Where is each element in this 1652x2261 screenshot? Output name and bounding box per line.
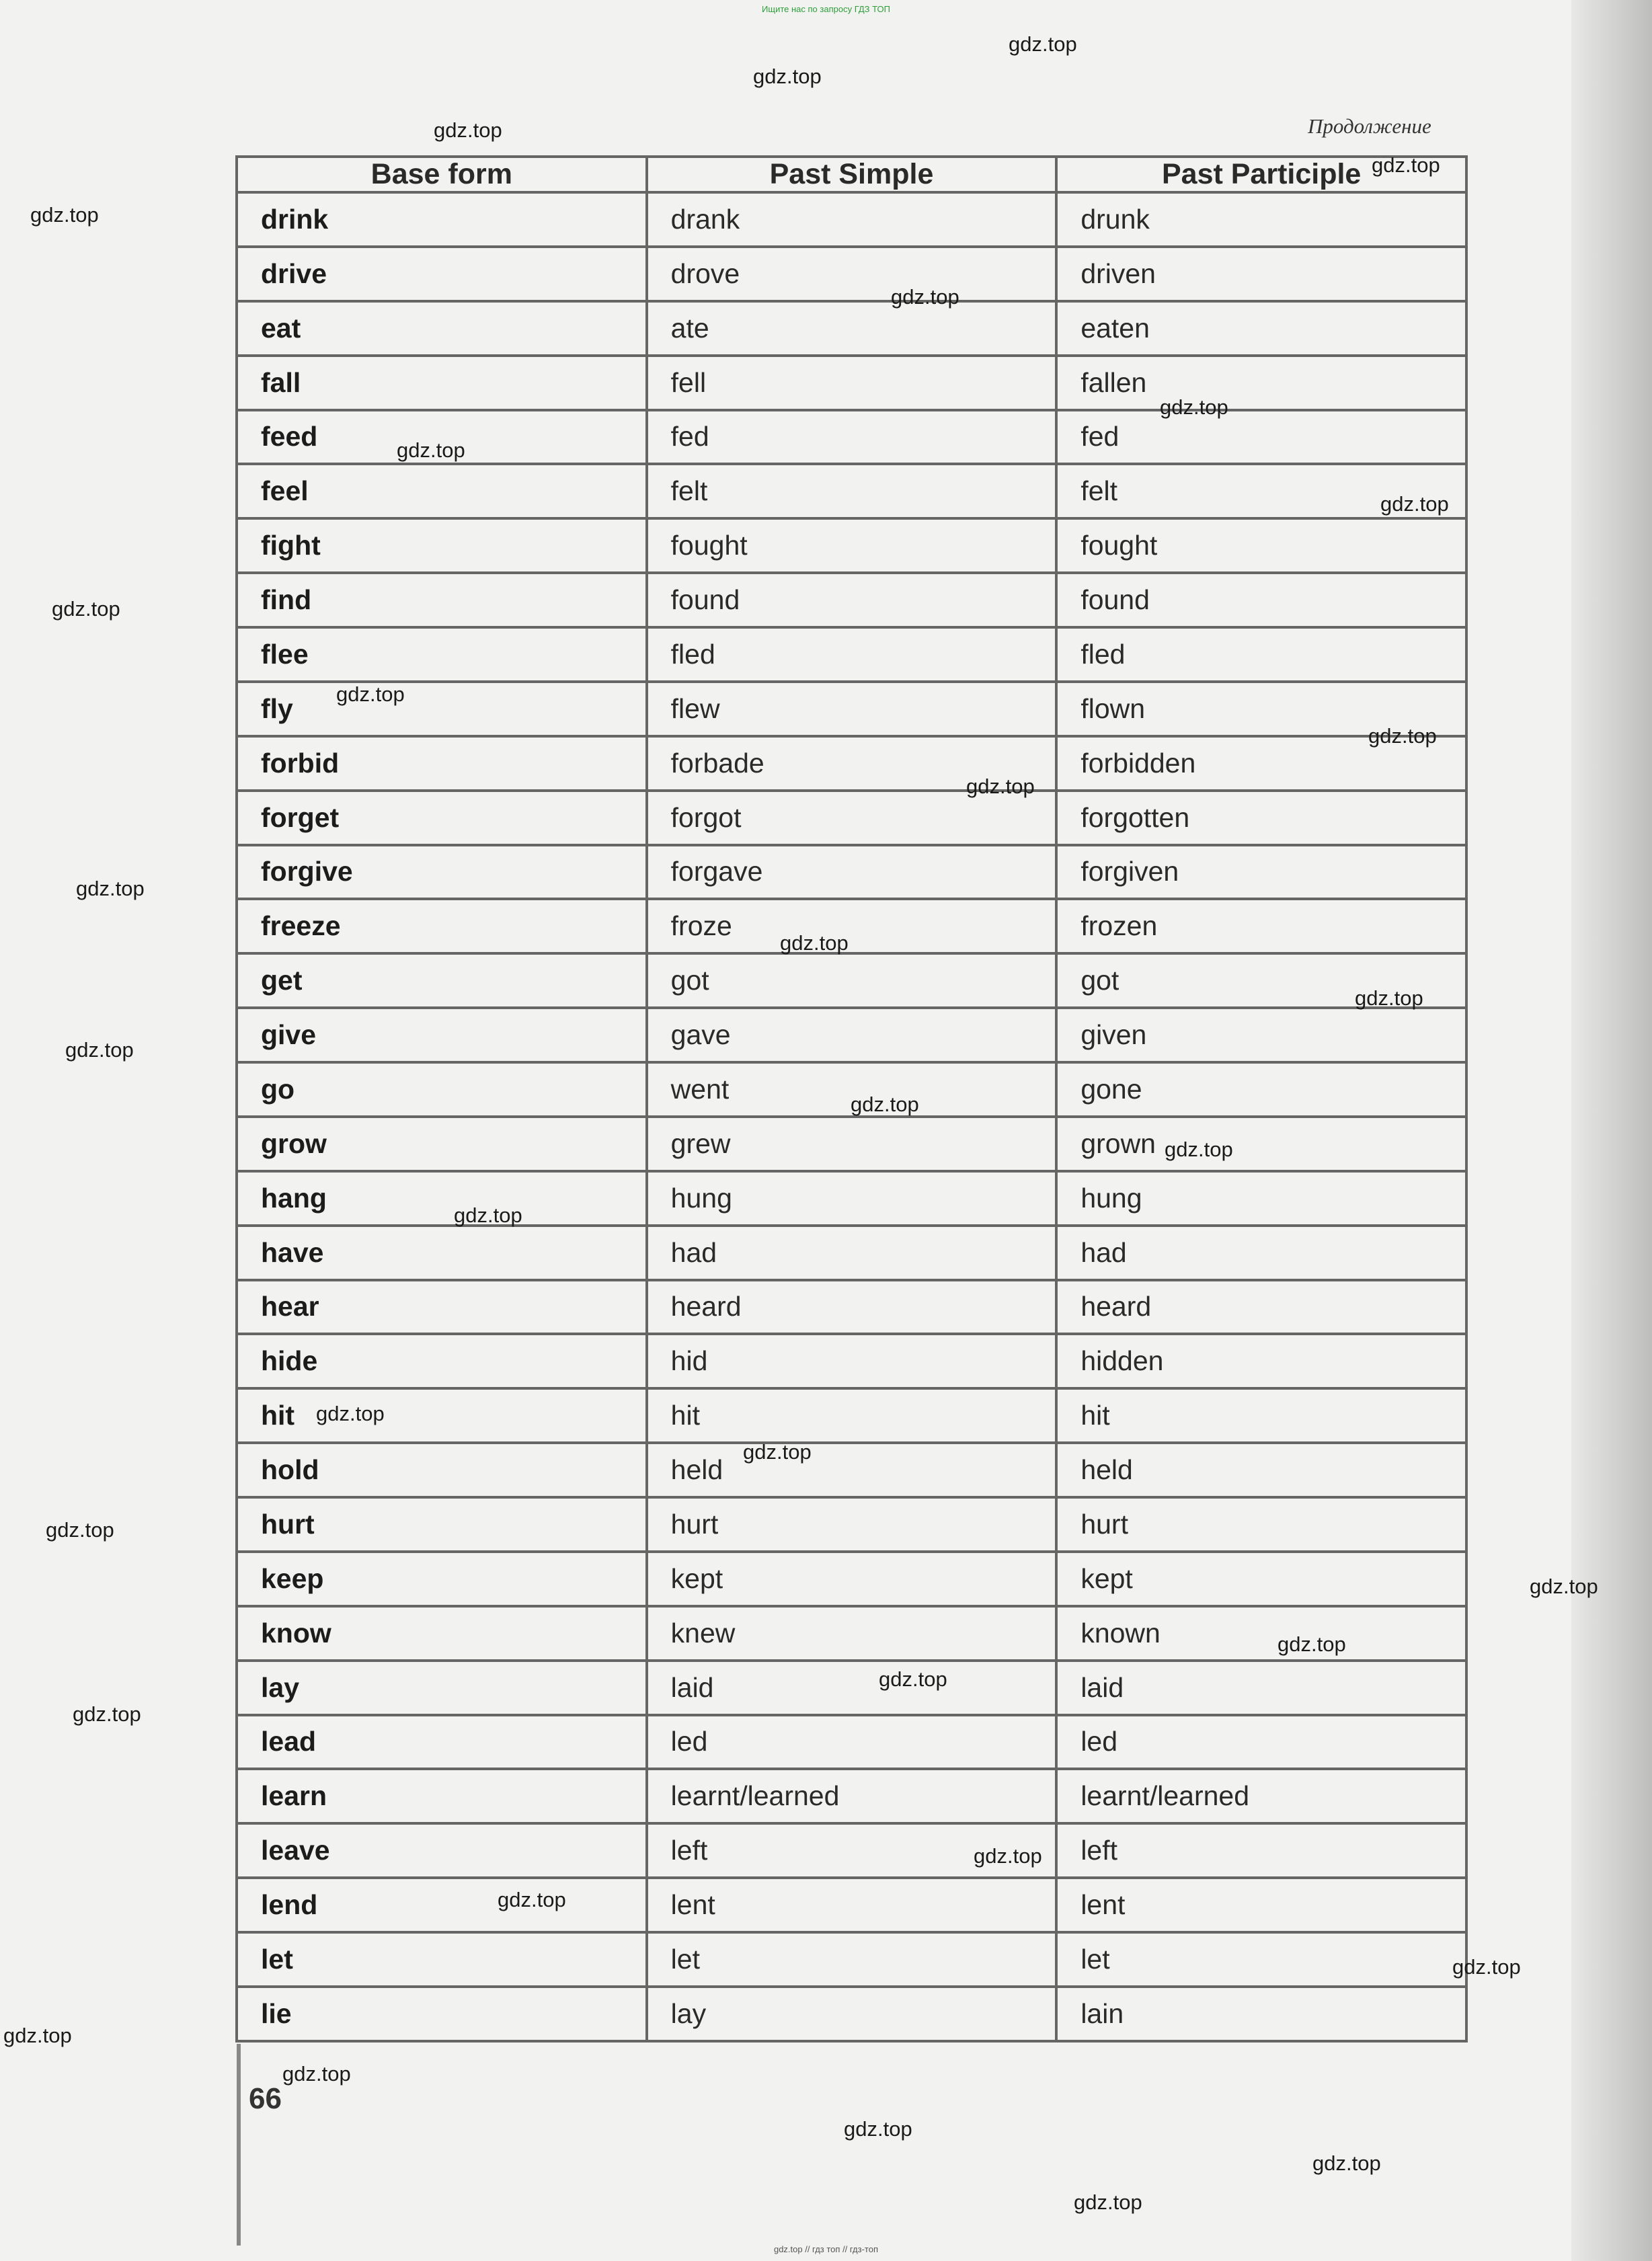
page-margin-line (237, 2044, 241, 2246)
table-row (237, 845, 1466, 900)
watermark-stamp: gdz.top (1009, 32, 1077, 56)
watermark-stamp: gdz.top (1530, 1575, 1598, 1598)
table-row (237, 247, 1466, 301)
past-simple-cell: grew (647, 1117, 1057, 1171)
table-row (237, 1443, 1466, 1497)
base-form-cell: hear (237, 1280, 647, 1335)
watermark-stamp: gdz.top (46, 1518, 114, 1542)
base-form-cell: lead (237, 1715, 647, 1770)
past-participle-cell: felt (1056, 464, 1466, 518)
footer-note: gdz.top // гдз топ // гдз-топ (773, 2244, 879, 2254)
watermark-stamp: gdz.top (30, 203, 99, 227)
base-form-cell: get (237, 953, 647, 1008)
past-participle-cell: frozen (1056, 899, 1466, 953)
past-simple-cell: fought (647, 518, 1057, 573)
table-row (237, 736, 1466, 791)
past-participle-cell: fed (1056, 410, 1466, 465)
past-simple-cell: hurt (647, 1497, 1057, 1552)
base-form-cell: flee (237, 627, 647, 682)
table-row (237, 1226, 1466, 1280)
watermark-stamp: gdz.top (65, 1038, 134, 1062)
page-edge-shadow (1571, 0, 1652, 2261)
watermark-stamp: gdz.top (336, 682, 405, 706)
past-participle-cell: hit (1056, 1388, 1466, 1443)
base-form-cell: give (237, 1008, 647, 1062)
table-body (237, 192, 1466, 2041)
watermark-stamp: gdz.top (454, 1203, 522, 1227)
past-simple-cell: hid (647, 1334, 1057, 1388)
table-row (237, 1171, 1466, 1226)
past-participle-cell: grown (1056, 1117, 1466, 1171)
past-simple-cell: got (647, 953, 1057, 1008)
watermark-stamp: gdz.top (52, 597, 120, 621)
table-row (237, 627, 1466, 682)
past-participle-cell: lent (1056, 1878, 1466, 1932)
past-simple-cell: felt (647, 464, 1057, 518)
column-header-base-form: Base form (237, 157, 647, 192)
continuation-label: Продолжение (1308, 114, 1431, 138)
watermark-stamp: gdz.top (780, 931, 849, 955)
past-participle-cell: fled (1056, 627, 1466, 682)
table-row (237, 192, 1466, 247)
header-note: Ищите нас по запросу ГДЗ ТОП (762, 4, 890, 14)
watermark-stamp: gdz.top (73, 1702, 141, 1726)
base-form-cell: lend (237, 1878, 647, 1932)
past-simple-cell: had (647, 1226, 1057, 1280)
base-form-cell: find (237, 573, 647, 627)
past-participle-cell: hidden (1056, 1334, 1466, 1388)
base-form-cell: grow (237, 1117, 647, 1171)
base-form-cell: drive (237, 247, 647, 301)
past-simple-cell: laid (647, 1661, 1057, 1715)
table-row (237, 1878, 1466, 1932)
past-participle-cell: given (1056, 1008, 1466, 1062)
column-header-past-simple: Past Simple (647, 157, 1057, 192)
past-participle-cell: fought (1056, 518, 1466, 573)
base-form-cell: learn (237, 1769, 647, 1823)
watermark-stamp: gdz.top (743, 1440, 812, 1464)
past-simple-cell: left (647, 1823, 1057, 1878)
past-simple-cell: went (647, 1062, 1057, 1117)
past-participle-cell: let (1056, 1932, 1466, 1987)
table-row (237, 464, 1466, 518)
table-row (237, 1334, 1466, 1388)
past-simple-cell: ate (647, 301, 1057, 356)
watermark-stamp: gdz.top (1368, 724, 1437, 748)
watermark-stamp: gdz.top (753, 65, 822, 88)
past-simple-cell: forgot (647, 791, 1057, 845)
table-row (237, 1769, 1466, 1823)
table-row (237, 1117, 1466, 1171)
watermark-stamp: gdz.top (76, 877, 145, 900)
watermark-stamp: gdz.top (1355, 986, 1423, 1010)
page-number: 66 (249, 2082, 282, 2115)
past-simple-cell: held (647, 1443, 1057, 1497)
past-simple-cell: froze (647, 899, 1057, 953)
base-form-cell: hurt (237, 1497, 647, 1552)
base-form-cell: freeze (237, 899, 647, 953)
table-row (237, 682, 1466, 736)
past-participle-cell: forgotten (1056, 791, 1466, 845)
past-participle-cell: found (1056, 573, 1466, 627)
table-row (237, 1987, 1466, 2041)
past-simple-cell: gave (647, 1008, 1057, 1062)
past-simple-cell: heard (647, 1280, 1057, 1335)
past-simple-cell: lay (647, 1987, 1057, 2041)
past-simple-cell: hit (647, 1388, 1057, 1443)
past-participle-cell: left (1056, 1823, 1466, 1878)
base-form-cell: let (237, 1932, 647, 1987)
base-form-cell: eat (237, 301, 647, 356)
base-form-cell: fly (237, 682, 647, 736)
past-participle-cell: drunk (1056, 192, 1466, 247)
watermark-stamp: gdz.top (1372, 153, 1440, 177)
table-row (237, 573, 1466, 627)
past-simple-cell: learnt/learned (647, 1769, 1057, 1823)
past-participle-cell: held (1056, 1443, 1466, 1497)
table-header-row (237, 157, 1466, 192)
watermark-stamp: gdz.top (891, 285, 959, 309)
base-form-cell: have (237, 1226, 647, 1280)
past-participle-cell: forgiven (1056, 845, 1466, 900)
watermark-stamp: gdz.top (498, 1888, 566, 1911)
watermark-stamp: gdz.top (397, 438, 465, 462)
watermark-stamp: gdz.top (1312, 2151, 1381, 2175)
past-simple-cell: fell (647, 356, 1057, 410)
past-simple-cell: fed (647, 410, 1057, 465)
base-form-cell: hit (237, 1388, 647, 1443)
base-form-cell: hang (237, 1171, 647, 1226)
past-simple-cell: drank (647, 192, 1057, 247)
base-form-cell: lay (237, 1661, 647, 1715)
base-form-cell: leave (237, 1823, 647, 1878)
past-participle-cell: lain (1056, 1987, 1466, 2041)
table-row (237, 1008, 1466, 1062)
base-form-cell: hold (237, 1443, 647, 1497)
watermark-stamp: gdz.top (3, 2024, 72, 2047)
past-simple-cell: led (647, 1715, 1057, 1770)
base-form-cell: lie (237, 1987, 647, 2041)
past-participle-cell: forbidden (1056, 736, 1466, 791)
table-row (237, 1280, 1466, 1335)
past-participle-cell: led (1056, 1715, 1466, 1770)
base-form-cell: keep (237, 1552, 647, 1606)
past-participle-cell: heard (1056, 1280, 1466, 1335)
table-row (237, 356, 1466, 410)
past-participle-cell: had (1056, 1226, 1466, 1280)
table-row (237, 899, 1466, 953)
base-form-cell: fall (237, 356, 647, 410)
watermark-stamp: gdz.top (316, 1402, 385, 1425)
table-row (237, 301, 1466, 356)
table-row (237, 1715, 1466, 1770)
table-row (237, 953, 1466, 1008)
column-header-past-participle: Past Participle (1056, 157, 1466, 192)
past-participle-cell: learnt/learned (1056, 1769, 1466, 1823)
base-form-cell: know (237, 1606, 647, 1661)
table-row (237, 1932, 1466, 1987)
past-simple-cell: knew (647, 1606, 1057, 1661)
past-simple-cell: let (647, 1932, 1057, 1987)
table-row (237, 1552, 1466, 1606)
base-form-cell: forgive (237, 845, 647, 900)
watermark-stamp: gdz.top (1165, 1138, 1233, 1161)
base-form-cell: forget (237, 791, 647, 845)
past-simple-cell: kept (647, 1552, 1057, 1606)
past-participle-cell: got (1056, 953, 1466, 1008)
watermark-stamp: gdz.top (879, 1667, 947, 1691)
past-participle-cell: fallen (1056, 356, 1466, 410)
past-participle-cell: eaten (1056, 301, 1466, 356)
base-form-cell: hide (237, 1334, 647, 1388)
past-participle-cell: hung (1056, 1171, 1466, 1226)
past-participle-cell: kept (1056, 1552, 1466, 1606)
watermark-stamp: gdz.top (1074, 2190, 1142, 2214)
past-simple-cell: drove (647, 247, 1057, 301)
base-form-cell: feed (237, 410, 647, 465)
watermark-stamp: gdz.top (851, 1093, 919, 1116)
past-participle-cell: laid (1056, 1661, 1466, 1715)
base-form-cell: feel (237, 464, 647, 518)
watermark-stamp: gdz.top (282, 2062, 351, 2086)
table-row (237, 1388, 1466, 1443)
past-simple-cell: fled (647, 627, 1057, 682)
past-participle-cell: hurt (1056, 1497, 1466, 1552)
past-simple-cell: forbade (647, 736, 1057, 791)
base-form-cell: forbid (237, 736, 647, 791)
watermark-stamp: gdz.top (1380, 492, 1449, 516)
watermark-stamp: gdz.top (434, 118, 502, 142)
past-participle-cell: driven (1056, 247, 1466, 301)
past-simple-cell: found (647, 573, 1057, 627)
watermark-stamp: gdz.top (974, 1844, 1042, 1868)
base-form-cell: go (237, 1062, 647, 1117)
table-row (237, 1661, 1466, 1715)
table-row (237, 1823, 1466, 1878)
watermark-stamp: gdz.top (1277, 1632, 1346, 1656)
base-form-cell: drink (237, 192, 647, 247)
base-form-cell: fight (237, 518, 647, 573)
past-simple-cell: hung (647, 1171, 1057, 1226)
watermark-stamp: gdz.top (1452, 1955, 1521, 1979)
table-row (237, 1497, 1466, 1552)
past-participle-cell: known (1056, 1606, 1466, 1661)
past-participle-cell: flown (1056, 682, 1466, 736)
watermark-stamp: gdz.top (844, 2117, 912, 2141)
table-row (237, 791, 1466, 845)
past-participle-cell: gone (1056, 1062, 1466, 1117)
past-simple-cell: lent (647, 1878, 1057, 1932)
table-row (237, 518, 1466, 573)
watermark-stamp: gdz.top (1160, 395, 1228, 419)
past-simple-cell: flew (647, 682, 1057, 736)
watermark-stamp: gdz.top (966, 775, 1035, 798)
past-simple-cell: forgave (647, 845, 1057, 900)
